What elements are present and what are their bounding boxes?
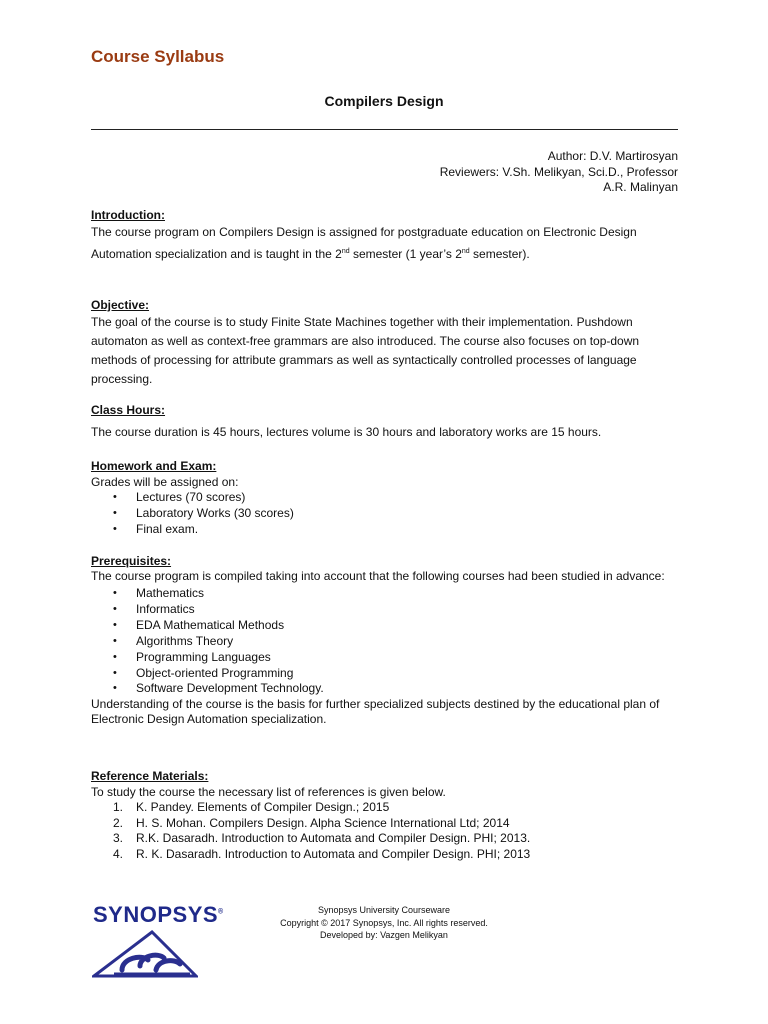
homework-list [91,490,681,538]
list-item: • Software Development Technology. [91,681,681,697]
list-item: • Algorithms Theory [91,634,681,650]
author-block [440,149,678,196]
list-item: • Informatics [91,602,681,618]
homework-section [91,458,681,538]
synopsys-logo: SYNOPSYS® [93,902,224,927]
list-item: 2. H. S. Mohan. Compilers Design. Alpha Science International Ltd; 2014 [113,815,510,830]
homework-intro: Grades will be assigned on: [91,475,239,489]
reviewers-line: Reviewers: V.Sh. Melikyan, Sci.D., Professor [439,164,678,179]
references-heading: Reference Materials: [91,769,209,783]
list-item: 1. K. Pandey. Elements of Compiler Design.; 2015 [113,800,390,814]
footer-line-1: Synopsys University Courseware [317,905,451,915]
list-item: • Object-oriented Programming [91,666,681,682]
prerequisites-section [91,553,681,727]
list-item: • Laboratory Works (30 scores) [91,506,681,522]
introduction-section [91,207,681,264]
homework-heading: Homework and Exam: [91,459,217,473]
references-intro: To study the course the necessary list of references is given below. [91,785,446,799]
reviewer-line-2: A.R. Malinyan [603,180,678,194]
introduction-heading: Introduction: [91,208,165,222]
objective-section [91,297,681,389]
list-item: • EDA Mathematical Methods [91,618,681,634]
list-item: • Mathematics [91,586,681,602]
document-title: Course Syllabus [91,47,225,66]
footer-line-2: Copyright © 2017 Synopsys, Inc. All rights reserved. [280,917,488,928]
prerequisites-outro: Understanding of the course is the basis for further specialized subjects destined by the educational plan of Electronic Design Automation specialization. [91,697,660,727]
footer-line-3: Developed by: Vazgen Melikyan [320,930,448,940]
author-line: Author: D.V. Martirosyan [547,149,678,163]
list-item: 3. R.K. Dasaradh. Introduction to Automata and Compiler Design. PHI; 2013. [113,831,531,846]
objective-heading: Objective: [91,298,150,312]
list-item: • Final exam. [91,522,681,538]
references-list [91,800,681,862]
footer-text [0,904,768,942]
class-hours-section [91,402,681,440]
references-section [91,768,681,862]
list-item: • Programming Languages [91,650,681,666]
list-item: • Lectures (70 scores) [91,490,681,506]
class-hours-text: The course duration is 45 hours, lectures volume is 30 hours and laboratory works are 15 hours. [91,425,602,439]
divider-line [91,129,678,130]
prerequisites-list [91,586,681,697]
introduction-text: The course program on Compilers Design is assigned for postgraduate education on Electronic Design Automation specialization and is taught in the 2nd semester (1 year’s 2nd semester). [91,225,637,261]
class-hours-heading: Class Hours: [91,403,166,417]
objective-text: The goal of the course is to study Finite State Machines together with their implementation. Pushdown automaton as well as context-free grammars are also introduced. The course also focuses on top-down methods of processing for attribute grammars as well as syntactically controlled processes of language processing. [91,315,640,386]
prerequisites-intro: The course program is compiled taking into account that the following courses had been studied in advance: [91,569,665,583]
course-name: Compilers Design [324,93,444,109]
prerequisites-heading: Prerequisites: [91,554,172,568]
list-item: 4. R. K. Dasaradh. Introduction to Automata and Compiler Design. PHI; 2013 [113,846,531,861]
